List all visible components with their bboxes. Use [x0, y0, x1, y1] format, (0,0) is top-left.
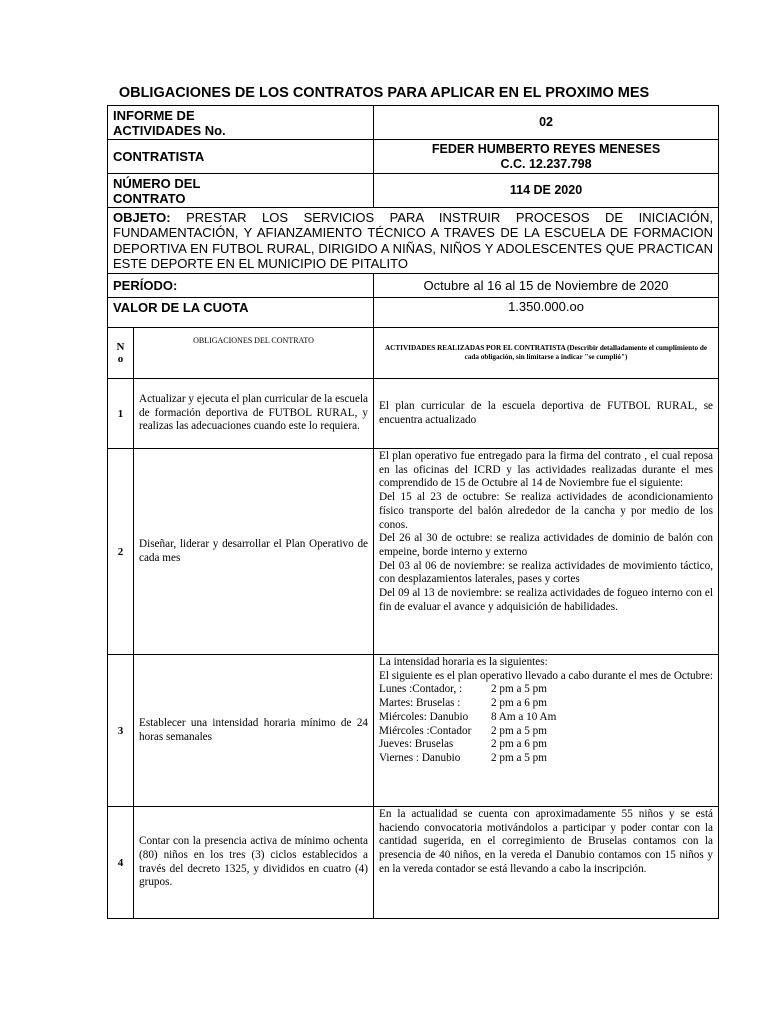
row-number: 1	[108, 379, 134, 449]
table-row	[108, 379, 719, 449]
page-title: OBLIGACIONES DE LOS CONTRATOS PARA APLICAR EN EL PROXIMO MES	[118, 85, 650, 101]
numero-value: 114 DE 2020	[374, 174, 719, 208]
contratista-name: FEDER HUMBERTO REYES MENESES	[431, 141, 661, 156]
numero-row	[108, 174, 719, 208]
header-actividades: ACTIVIDADES REALIZADAS POR EL CONTRATISTA (Describir detalladamente el cumplimiento de cada obligación, sin limitarse a indicar "se cumplió")	[374, 328, 719, 379]
numero-label: NÚMERO DEL CONTRATO	[108, 174, 374, 208]
table-row	[108, 655, 719, 807]
schedule-item: Miércoles :Contador 2 pm a 5 pm	[379, 724, 547, 737]
actividad-cell: En la actualidad se cuenta con aproximadamente 55 niños y se está haciendo convocatoria motivándolos a participar y poder contar con la cantidad sugerida, en el corregimiento de Bruselas contamos con la presencia de 40 niños, en la vereda el Danubio contamos con 15 niños y en la vereda contador se está llevando a cabo la inscripción.	[374, 807, 719, 919]
actividad-cell: El plan curricular de la escuela deportiva de FUTBOL RURAL, se encuentra actualizado	[374, 379, 719, 449]
actividad-cell: La intensidad horaria es la siguientes: El siguiente es el plan operativo llevado a cabo durante el mes de Octubre: Lunes :Contador, : 2 pm a 5 pm Martes: Bruselas : 2 pm a 6 pm Miércoles: Danubio 8 Am a 10 Am Miércoles :Contador 2 pm a 5 pm Jueves: Bruselas 2 pm a 6 pm Viernes : Danubio 2 pm a 5 pm	[374, 655, 719, 807]
schedule-item: Viernes : Danubio 2 pm a 5 pm	[379, 751, 547, 764]
row-number: 3	[108, 655, 134, 807]
contract-table	[107, 105, 719, 919]
cuota-value: 1.350.000.oo	[374, 298, 719, 328]
contratista-value	[374, 140, 719, 174]
schedule-item: Jueves: Bruselas 2 pm a 6 pm	[379, 738, 547, 751]
objeto-row	[108, 208, 719, 274]
obligacion-cell: Diseñar, liderar y desarrollar el Plan Operativo de cada mes	[134, 449, 374, 655]
contratista-label: CONTRATISTA	[108, 140, 374, 174]
row-number: 4	[108, 807, 134, 919]
contratista-row	[108, 140, 719, 174]
obligacion-cell: Actualizar y ejecuta el plan curricular de la escuela de formación deportiva de FUTBOL RURAL, y realizas las adecuaciones cuando este lo requiera.	[134, 379, 374, 449]
schedule-item: Martes: Bruselas : 2 pm a 6 pm	[379, 697, 547, 710]
objeto-label: OBJETO:	[113, 209, 171, 225]
schedule-item: Miércoles: Danubio 8 Am a 10 Am	[379, 710, 557, 723]
objeto-text: PRESTAR LOS SERVICIOS PARA INSTRUIR PROCESOS DE INICIACIÓN, FUNDAMENTACIÓN, Y AFIANZAMIENTO TÉCNICO A TRAVES DE LA ESCUELA DE FORMACION DEPORTIVA EN FUTBOL RURAL, DIRIGIDO A NIÑAS, NIÑOS Y ADOLESCENTES QUE PRACTICAN ESTE DEPORTE EN EL MUNICIPIO DE PITALITO	[113, 209, 714, 271]
cuota-row	[108, 298, 719, 328]
cuota-label: VALOR DE LA CUOTA	[108, 298, 374, 328]
obligacion-cell: Establecer una intensidad horaria mínimo de 24 horas semanales	[134, 655, 374, 807]
objeto-cell	[108, 208, 719, 274]
obligacion-cell: Contar con la presencia activa de mínimo ochenta (80) niños en los tres (3) ciclos establecidos a través del decreto 1325, y divididos en cuatro (4) grupos.	[134, 807, 374, 919]
periodo-label: PERÍODO:	[108, 274, 374, 298]
informe-value: 02	[374, 106, 719, 140]
header-no: N o	[108, 328, 134, 379]
actividad-cell: El plan operativo fue entregado para la firma del contrato , el cual reposa en las oficinas del ICRD y las actividades realizadas durante el mes comprendido de 15 de Octubre al 14 de Noviembre fue el siguiente: Del 15 al 23 de octubre: Se realiza actividades de acondicionamiento físico transporte del balón alrededor de la cancha y por medio de los conos. Del 26 al 30 de octubre: se realiza actividades de dominio de balón con empeine, borde interno y externo Del 03 al 06 de noviembre: se realiza actividades de movimiento táctico, con desplazamientos laterales, pases y cortes Del 09 al 13 de noviembre: se realiza actividades de fogueo interno con el fin de evaluar el avance y adquisición de habilidades.	[374, 449, 719, 655]
contratista-cc: C.C. 12.237.798	[500, 156, 592, 171]
table-row	[108, 807, 719, 919]
header-row	[108, 328, 719, 379]
informe-row	[108, 106, 719, 140]
schedule-item: Lunes :Contador, : 2 pm a 5 pm	[379, 683, 547, 696]
table-row	[108, 449, 719, 655]
schedule-list	[379, 683, 713, 765]
periodo-row	[108, 274, 719, 298]
row-number: 2	[108, 449, 134, 655]
periodo-value: Octubre al 16 al 15 de Noviembre de 2020	[374, 274, 719, 298]
header-obligaciones: OBLIGACIONES DEL CONTRATO	[134, 328, 374, 379]
informe-label: INFORME DE ACTIVIDADES No.	[108, 106, 374, 140]
